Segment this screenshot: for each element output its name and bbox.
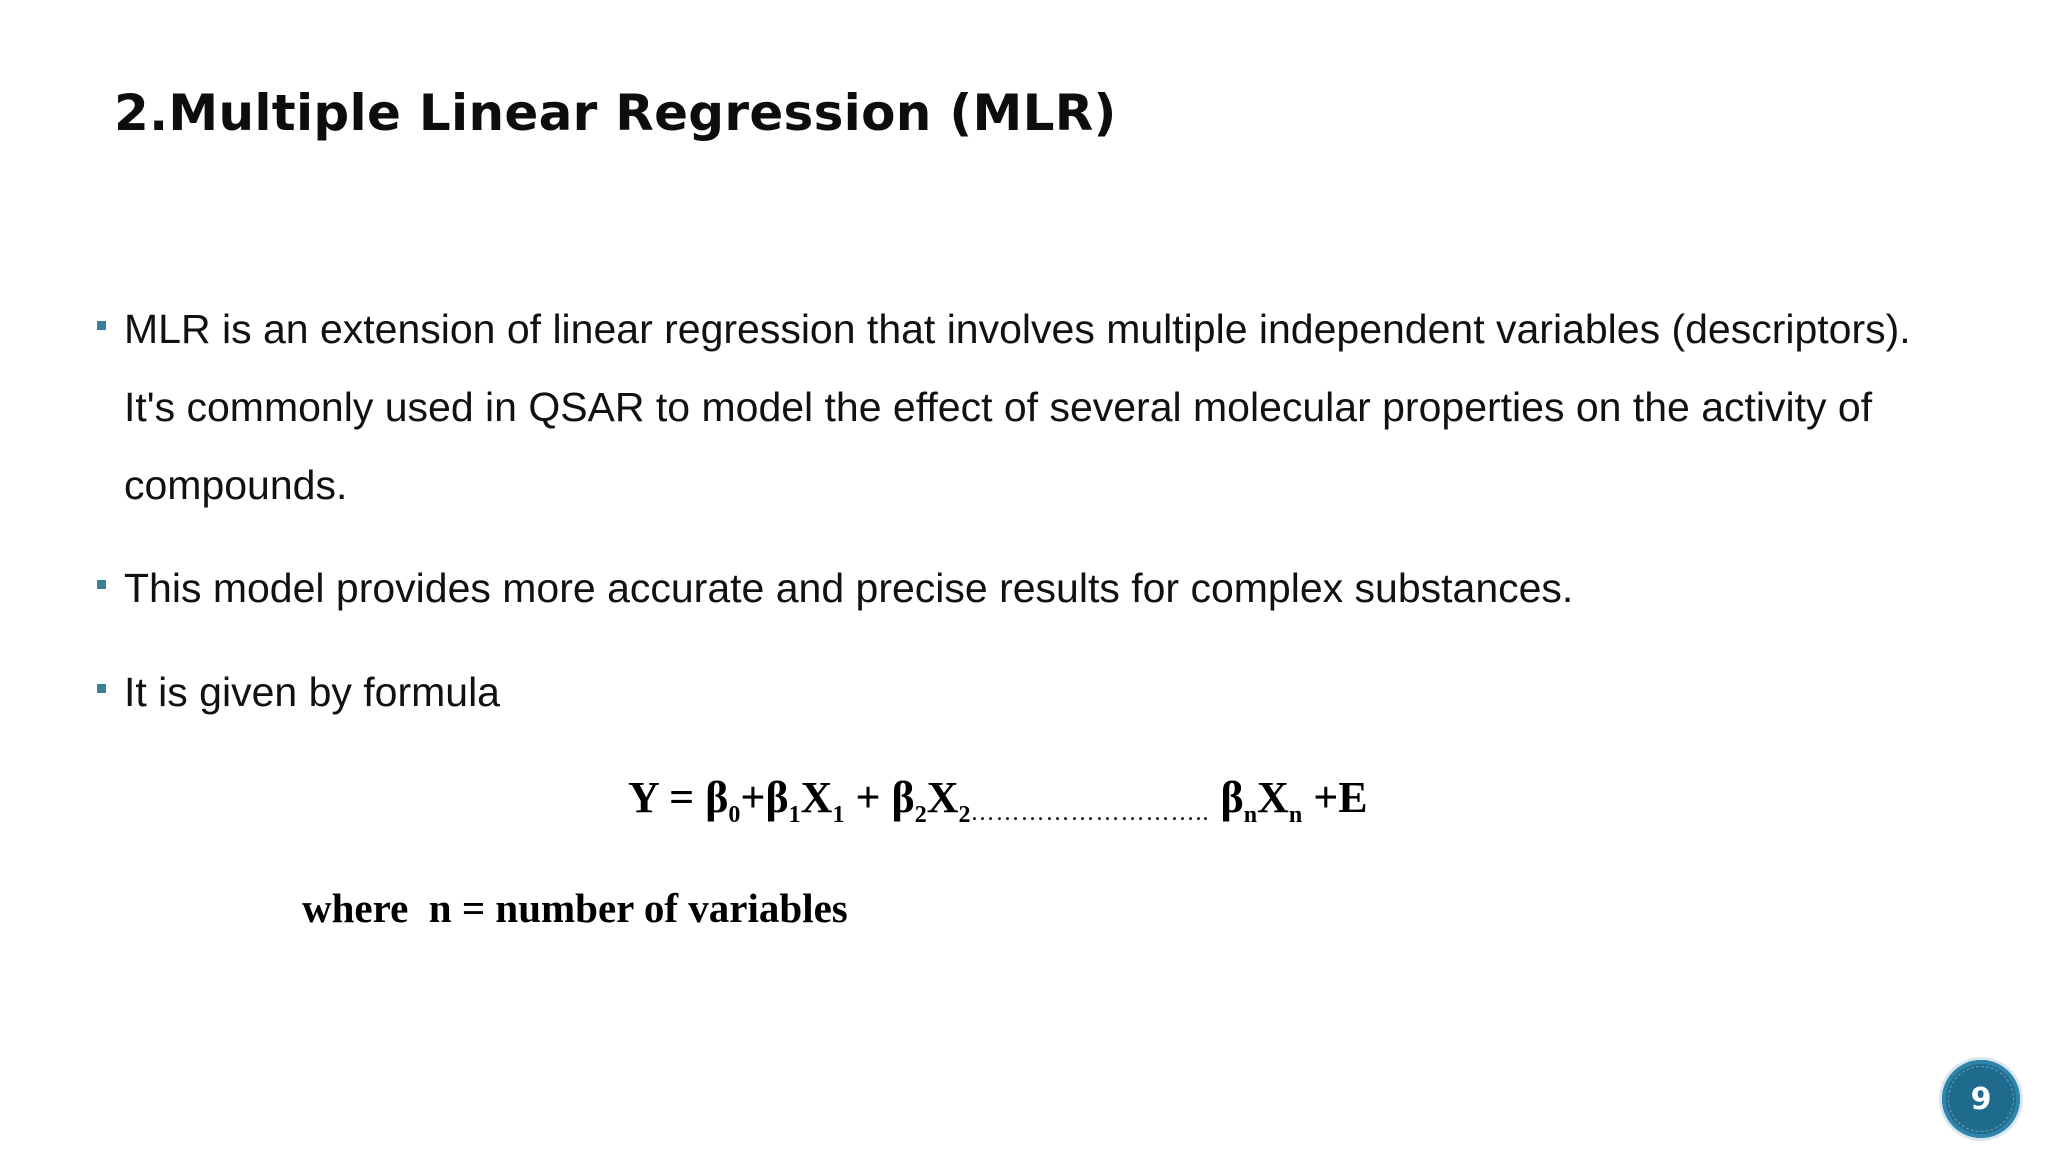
formula-sub: 0 (728, 802, 741, 828)
bullet-text: It is given by formula (124, 669, 500, 715)
mlr-formula (628, 772, 1368, 827)
formula-sub: 2 (914, 802, 927, 828)
formula-sub: 2 (958, 802, 971, 828)
formula-term: X (926, 773, 959, 822)
formula-lhs: Y = β (628, 773, 729, 822)
formula-term: + β (844, 773, 915, 822)
formula-term: X (1257, 773, 1289, 822)
bullet-marker-icon (97, 684, 106, 693)
formula-sub: n (1288, 802, 1303, 828)
formula-ellipsis: ……………………….. (970, 800, 1210, 826)
bullet-text: MLR is an extension of linear regression that involves multiple independent variables (descriptors). It's commonly used in QSAR to model the effect of several molecular properties on the activity of compounds. (124, 306, 1911, 508)
bullet-marker-icon (97, 321, 106, 330)
formula-sub: n (1243, 802, 1258, 828)
formula-note: where n = number of variables (302, 885, 848, 931)
slide-title: 2.Multiple Linear Regression (MLR) (114, 84, 1117, 142)
formula-sub: 1 (788, 802, 801, 828)
page-number-badge (1942, 1060, 2020, 1138)
formula-term: X (800, 773, 833, 822)
formula-term: β (1209, 773, 1244, 822)
bullet-item (124, 653, 1954, 731)
bullet-marker-icon (97, 580, 106, 589)
page-number: 9 (1970, 1081, 1992, 1117)
formula-term: +β (740, 773, 789, 822)
formula-term: +E (1302, 773, 1368, 822)
bullet-item (124, 549, 1954, 627)
formula-sub: 1 (832, 802, 845, 828)
bullet-item (124, 290, 1954, 524)
bullet-text: This model provides more accurate and precise results for complex substances. (124, 565, 1574, 611)
